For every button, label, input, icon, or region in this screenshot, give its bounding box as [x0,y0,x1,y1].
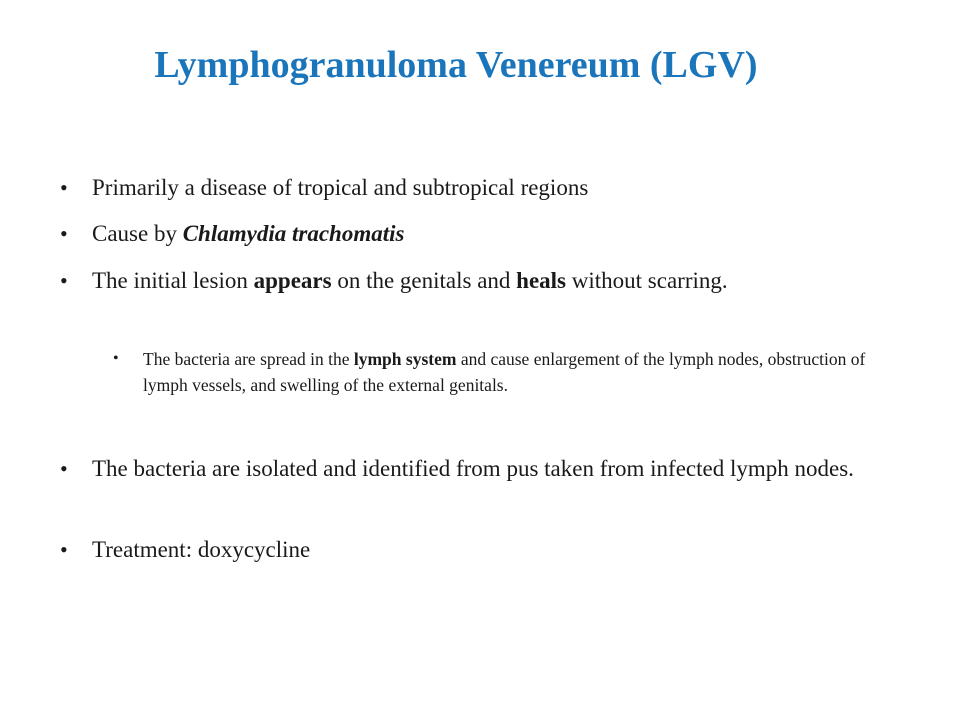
sub-bullet-lymph-system [143,346,888,398]
bullet-text-segment: without scarring. [566,268,728,293]
slide-title: Lymphogranuloma Venereum (LGV) [154,44,758,87]
bullet-text-segment: Treatment: doxycycline [92,537,311,562]
bullet-text-segment: Cause by [92,221,183,246]
bullet-text-segment: and cause enlargement of the lymph nodes, obstruction of lymph vessels, and swelling of the external genitals. [143,349,866,395]
bullet-tropical-regions [92,172,878,204]
bullet-text-segment: on the genitals and [331,268,517,293]
bullet-isolation [92,453,878,485]
bullet-treatment [92,534,878,566]
bullet-initial-lesion [92,265,878,297]
bullet-cause [92,218,878,250]
bullet-text-segment: heals [516,268,567,293]
bullet-text-segment: The bacteria are spread in the [143,349,354,369]
bullet-text-segment: appears [253,268,332,293]
bullet-text-segment: The bacteria are isolated and identified from pus taken from infected lymph nodes. [92,456,854,481]
bullet-text-segment: Primarily a disease of tropical and subtropical regions [92,175,589,200]
bullet-text-segment: Chlamydia trachomatis [182,221,405,246]
bullet-text-segment: The initial lesion [92,268,254,293]
bullet-text-segment: lymph system [353,349,457,369]
